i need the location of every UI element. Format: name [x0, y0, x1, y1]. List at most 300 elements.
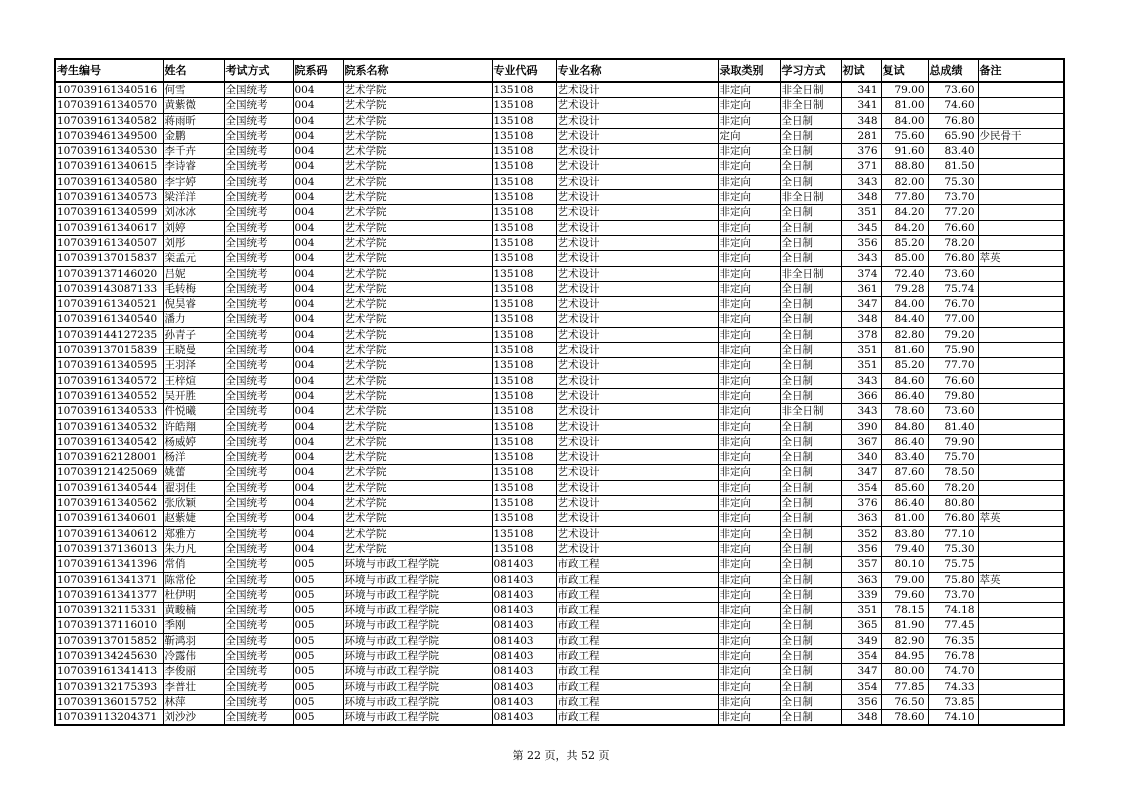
col-major-code-cell: 135108	[492, 297, 556, 312]
col-admission-type-cell: 非定向	[718, 373, 780, 388]
table-row	[55, 664, 1064, 679]
col-major-code-cell: 081403	[492, 664, 556, 679]
table-row	[55, 144, 1064, 159]
col-admission-type-cell: 非定向	[718, 251, 780, 266]
col-total-score-cell: 79.80	[928, 388, 978, 403]
col-remarks-cell: 少民骨干	[978, 128, 1064, 143]
col-admission-type-cell: 非定向	[718, 312, 780, 327]
col-dept-code-cell: 005	[293, 557, 343, 572]
col-remarks-cell	[978, 144, 1064, 159]
col-name-cell: 朱力凡	[163, 541, 224, 556]
col-dept-name-cell: 艺术学院	[343, 404, 492, 419]
col-name-cell: 刘彤	[163, 235, 224, 250]
col-candidate-id-cell: 107039161340617	[55, 220, 163, 235]
col-retest-score-cell: 87.60	[881, 465, 928, 480]
col-dept-code-cell: 004	[293, 281, 343, 296]
col-name-cell: 王羽泽	[163, 358, 224, 373]
col-candidate-id-cell: 107039161340516	[55, 82, 163, 98]
col-name-cell: 翟羽佳	[163, 480, 224, 495]
col-dept-name-cell: 艺术学院	[343, 159, 492, 174]
col-admission-type-cell: 非定向	[718, 710, 780, 726]
col-prelim-score-cell: 366	[841, 388, 881, 403]
table-row	[55, 220, 1064, 235]
col-name-cell: 黄畯楠	[163, 603, 224, 618]
table-row	[55, 159, 1064, 174]
col-prelim-score-cell: 354	[841, 679, 881, 694]
col-retest-score-cell: 77.80	[881, 190, 928, 205]
col-major-name-cell: 艺术设计	[556, 388, 718, 403]
col-remarks-cell	[978, 205, 1064, 220]
col-admission-type-cell: 非定向	[718, 465, 780, 480]
col-major-name-cell: 市政工程	[556, 587, 718, 602]
col-dept-name-cell: 艺术学院	[343, 144, 492, 159]
col-dept-name-cell: 艺术学院	[343, 266, 492, 281]
col-dept-name-cell: 艺术学院	[343, 190, 492, 205]
col-dept-code-cell: 004	[293, 343, 343, 358]
col-prelim-score-cell: 390	[841, 419, 881, 434]
col-study-mode-cell: 全日制	[780, 618, 841, 633]
col-exam-mode-cell: 全国统考	[224, 404, 293, 419]
col-exam-mode-cell: 全国统考	[224, 190, 293, 205]
col-retest-score-cell: 72.40	[881, 266, 928, 281]
col-exam-mode-cell: 全国统考	[224, 557, 293, 572]
col-candidate-id-cell: 107039143087133	[55, 281, 163, 296]
col-major-name-cell: 艺术设计	[556, 373, 718, 388]
col-total-score-cell: 75.70	[928, 450, 978, 465]
col-admission-type-cell: 非定向	[718, 343, 780, 358]
col-exam-mode-cell: 全国统考	[224, 572, 293, 587]
col-total-score-cell: 76.78	[928, 648, 978, 663]
table-row	[55, 511, 1064, 526]
col-dept-code-cell: 004	[293, 190, 343, 205]
table-row	[55, 128, 1064, 143]
col-retest-score-cell: 85.00	[881, 251, 928, 266]
col-prelim-score-cell: 378	[841, 327, 881, 342]
col-admission-type-cell: 非定向	[718, 404, 780, 419]
col-prelim-score-cell: 347	[841, 297, 881, 312]
col-exam-mode-cell: 全国统考	[224, 434, 293, 449]
col-major-code-cell: 135108	[492, 235, 556, 250]
col-admission-type-cell: 非定向	[718, 679, 780, 694]
col-total-score-cell: 79.20	[928, 327, 978, 342]
col-prelim-score-cell: 349	[841, 633, 881, 648]
col-retest-score-cell: 85.60	[881, 480, 928, 495]
col-study-mode-cell: 全日制	[780, 434, 841, 449]
table-row	[55, 281, 1064, 296]
col-dept-name-cell: 艺术学院	[343, 297, 492, 312]
col-major-code-cell: 135108	[492, 434, 556, 449]
col-major-code-cell: 135108	[492, 82, 556, 98]
col-name-cell: 黄紫微	[163, 98, 224, 113]
col-retest-score-cell: 78.60	[881, 404, 928, 419]
col-exam-mode-cell: 全国统考	[224, 480, 293, 495]
col-admission-type-cell: 非定向	[718, 220, 780, 235]
col-retest-score-cell: 84.80	[881, 419, 928, 434]
col-major-name-cell: 艺术设计	[556, 358, 718, 373]
col-remarks-cell	[978, 312, 1064, 327]
table-row	[55, 235, 1064, 250]
col-total-score-cell: 73.70	[928, 587, 978, 602]
col-study-mode-cell: 全日制	[780, 511, 841, 526]
col-retest-score-cell: 81.60	[881, 343, 928, 358]
col-study-mode-cell: 非全日制	[780, 404, 841, 419]
table-row	[55, 480, 1064, 495]
col-name-cell: 郑雅方	[163, 526, 224, 541]
col-remarks-cell	[978, 220, 1064, 235]
col-dept-code-cell: 004	[293, 266, 343, 281]
table-row	[55, 710, 1064, 726]
col-exam-mode-cell: 全国统考	[224, 419, 293, 434]
col-major-name-cell: 艺术设计	[556, 174, 718, 189]
col-name-cell: 赵紫婕	[163, 511, 224, 526]
col-major-code-cell: 135108	[492, 266, 556, 281]
col-admission-type-cell: 非定向	[718, 297, 780, 312]
col-dept-code-cell: 004	[293, 235, 343, 250]
col-exam-mode-cell: 全国统考	[224, 664, 293, 679]
col-major-name-cell: 艺术设计	[556, 281, 718, 296]
col-major-name-cell: 市政工程	[556, 648, 718, 663]
table-row	[55, 373, 1064, 388]
col-remarks-cell	[978, 235, 1064, 250]
col-retest-score-cell: 78.15	[881, 603, 928, 618]
col-major-name-cell: 艺术设计	[556, 235, 718, 250]
table-row	[55, 266, 1064, 281]
col-candidate-id-cell: 107039132115331	[55, 603, 163, 618]
col-remarks-cell	[978, 648, 1064, 663]
col-dept-code-cell: 004	[293, 541, 343, 556]
col-major-code-cell: 135108	[492, 159, 556, 174]
col-major-code-cell: 081403	[492, 679, 556, 694]
table-body	[55, 82, 1064, 725]
col-study-mode-cell: 全日制	[780, 603, 841, 618]
col-candidate-id-cell: 107039161340544	[55, 480, 163, 495]
col-study-mode-cell: 全日制	[780, 557, 841, 572]
col-candidate-id-cell: 107039161340532	[55, 419, 163, 434]
col-prelim-score-cell: 340	[841, 450, 881, 465]
col-remarks-cell: 萃英	[978, 572, 1064, 587]
col-prelim-score-cell: 361	[841, 281, 881, 296]
col-study-mode-cell: 全日制	[780, 526, 841, 541]
col-prelim-score-cell: 376	[841, 496, 881, 511]
col-major-name-cell: 艺术设计	[556, 496, 718, 511]
col-remarks-cell	[978, 358, 1064, 373]
col-study-mode-cell: 全日制	[780, 465, 841, 480]
col-candidate-id-cell: 107039161340599	[55, 205, 163, 220]
col-admission-type-cell: 非定向	[718, 511, 780, 526]
col-prelim-score-cell: 345	[841, 220, 881, 235]
table-row	[55, 587, 1064, 602]
col-major-code-cell: 135108	[492, 327, 556, 342]
col-major-name-cell: 市政工程	[556, 710, 718, 726]
col-dept-code-cell: 004	[293, 373, 343, 388]
col-exam-mode-cell: 全国统考	[224, 297, 293, 312]
col-major-code-cell: 135108	[492, 404, 556, 419]
col-dept-name-cell: 艺术学院	[343, 388, 492, 403]
col-total-score-cell: 75.90	[928, 343, 978, 358]
col-major-name-cell: 艺术设计	[556, 297, 718, 312]
table-row	[55, 633, 1064, 648]
col-prelim-score-cell: 348	[841, 710, 881, 726]
col-remarks-cell	[978, 297, 1064, 312]
col-dept-code-cell: 004	[293, 327, 343, 342]
col-remarks-cell	[978, 557, 1064, 572]
col-retest-score-cell: 80.10	[881, 557, 928, 572]
col-retest-score-cell: 81.00	[881, 98, 928, 113]
col-study-mode-cell: 全日制	[780, 694, 841, 709]
col-candidate-id-cell: 107039161340540	[55, 312, 163, 327]
col-admission-type-cell: 非定向	[718, 587, 780, 602]
col-study-mode-cell: 全日制	[780, 297, 841, 312]
col-candidate-id-cell: 107039161340562	[55, 496, 163, 511]
col-admission-type-cell: 非定向	[718, 557, 780, 572]
col-dept-name-cell: 环境与市政工程学院	[343, 633, 492, 648]
col-dept-code-header: 院系码	[293, 59, 343, 82]
col-major-code-cell: 081403	[492, 572, 556, 587]
table-row	[55, 526, 1064, 541]
col-major-name-cell: 艺术设计	[556, 465, 718, 480]
col-total-score-cell: 74.33	[928, 679, 978, 694]
col-remarks-cell	[978, 541, 1064, 556]
col-name-header: 姓名	[163, 59, 224, 82]
col-prelim-score-cell: 343	[841, 174, 881, 189]
col-exam-mode-cell: 全国统考	[224, 541, 293, 556]
col-major-code-cell: 135108	[492, 144, 556, 159]
col-prelim-score-cell: 343	[841, 404, 881, 419]
col-admission-type-cell: 非定向	[718, 664, 780, 679]
col-exam-mode-cell: 全国统考	[224, 312, 293, 327]
col-exam-mode-cell: 全国统考	[224, 128, 293, 143]
table-row	[55, 388, 1064, 403]
col-major-name-cell: 市政工程	[556, 557, 718, 572]
col-prelim-score-cell: 354	[841, 648, 881, 663]
col-major-code-cell: 135108	[492, 190, 556, 205]
col-candidate-id-cell: 107039121425069	[55, 465, 163, 480]
col-candidate-id-cell: 107039161340533	[55, 404, 163, 419]
col-retest-score-cell: 86.40	[881, 434, 928, 449]
col-retest-score-cell: 79.28	[881, 281, 928, 296]
col-remarks-cell	[978, 82, 1064, 98]
col-major-code-header: 专业代码	[492, 59, 556, 82]
col-dept-code-cell: 004	[293, 82, 343, 98]
col-dept-name-cell: 艺术学院	[343, 496, 492, 511]
col-retest-score-cell: 82.90	[881, 633, 928, 648]
col-total-score-cell: 76.70	[928, 297, 978, 312]
col-name-cell: 李宇婷	[163, 174, 224, 189]
col-name-cell: 刘冰冰	[163, 205, 224, 220]
col-candidate-id-cell: 107039144127235	[55, 327, 163, 342]
table-row	[55, 404, 1064, 419]
col-name-cell: 李俊丽	[163, 664, 224, 679]
col-candidate-id-cell: 107039161341371	[55, 572, 163, 587]
col-major-code-cell: 135108	[492, 388, 556, 403]
col-total-score-cell: 78.50	[928, 465, 978, 480]
col-dept-code-cell: 005	[293, 587, 343, 602]
col-admission-type-cell: 非定向	[718, 450, 780, 465]
col-exam-mode-cell: 全国统考	[224, 373, 293, 388]
col-remarks-cell	[978, 266, 1064, 281]
col-dept-code-cell: 004	[293, 297, 343, 312]
col-name-cell: 姚蕾	[163, 465, 224, 480]
col-major-code-cell: 135108	[492, 98, 556, 113]
col-major-code-cell: 135108	[492, 174, 556, 189]
col-candidate-id-cell: 107039161341396	[55, 557, 163, 572]
col-study-mode-cell: 全日制	[780, 572, 841, 587]
table-row	[55, 557, 1064, 572]
col-dept-name-cell: 艺术学院	[343, 251, 492, 266]
col-candidate-id-cell: 107039161341377	[55, 587, 163, 602]
col-dept-code-cell: 005	[293, 679, 343, 694]
col-candidate-id-cell: 107039161340601	[55, 511, 163, 526]
col-candidate-id-cell: 107039161340552	[55, 388, 163, 403]
col-dept-code-cell: 005	[293, 618, 343, 633]
col-name-cell: 王梓煊	[163, 373, 224, 388]
col-name-cell: 杜伊明	[163, 587, 224, 602]
col-dept-name-cell: 艺术学院	[343, 128, 492, 143]
col-study-mode-cell: 全日制	[780, 496, 841, 511]
col-prelim-score-cell: 347	[841, 465, 881, 480]
table-header-row	[55, 59, 1064, 82]
col-prelim-score-cell: 341	[841, 82, 881, 98]
col-exam-mode-cell: 全国统考	[224, 281, 293, 296]
col-study-mode-cell: 全日制	[780, 664, 841, 679]
table-row	[55, 679, 1064, 694]
col-major-code-cell: 135108	[492, 358, 556, 373]
col-dept-code-cell: 004	[293, 465, 343, 480]
col-exam-mode-cell: 全国统考	[224, 679, 293, 694]
table-row	[55, 82, 1064, 98]
col-name-cell: 何雪	[163, 82, 224, 98]
col-prelim-score-cell: 367	[841, 434, 881, 449]
col-study-mode-cell: 全日制	[780, 450, 841, 465]
col-dept-code-cell: 004	[293, 113, 343, 128]
col-major-code-cell: 081403	[492, 648, 556, 663]
col-study-mode-cell: 全日制	[780, 251, 841, 266]
col-dept-code-cell: 004	[293, 388, 343, 403]
col-study-mode-cell: 全日制	[780, 373, 841, 388]
col-study-mode-cell: 非全日制	[780, 266, 841, 281]
col-retest-score-cell: 85.20	[881, 235, 928, 250]
col-dept-code-cell: 004	[293, 98, 343, 113]
col-study-mode-cell: 全日制	[780, 113, 841, 128]
col-total-score-cell: 65.90	[928, 128, 978, 143]
col-admission-type-cell: 非定向	[718, 159, 780, 174]
col-admission-type-cell: 非定向	[718, 618, 780, 633]
col-total-score-cell: 73.85	[928, 694, 978, 709]
col-retest-score-cell: 81.00	[881, 511, 928, 526]
col-dept-name-cell: 艺术学院	[343, 434, 492, 449]
col-admission-type-cell: 非定向	[718, 281, 780, 296]
col-major-code-cell: 135108	[492, 205, 556, 220]
col-total-score-cell: 75.74	[928, 281, 978, 296]
col-exam-mode-cell: 全国统考	[224, 526, 293, 541]
col-remarks-header: 备注	[978, 59, 1064, 82]
col-major-name-cell: 市政工程	[556, 618, 718, 633]
col-dept-code-cell: 004	[293, 205, 343, 220]
col-retest-score-cell: 80.00	[881, 664, 928, 679]
col-major-code-cell: 135108	[492, 450, 556, 465]
col-total-score-cell: 73.60	[928, 266, 978, 281]
col-dept-code-cell: 005	[293, 648, 343, 663]
col-exam-mode-cell: 全国统考	[224, 511, 293, 526]
col-major-code-cell: 135108	[492, 312, 556, 327]
col-major-code-cell: 135108	[492, 281, 556, 296]
col-retest-score-cell: 83.80	[881, 526, 928, 541]
col-admission-type-cell: 非定向	[718, 205, 780, 220]
col-dept-name-cell: 艺术学院	[343, 358, 492, 373]
col-candidate-id-cell: 107039161340573	[55, 190, 163, 205]
col-major-code-cell: 081403	[492, 694, 556, 709]
col-prelim-score-cell: 357	[841, 557, 881, 572]
col-candidate-id-cell: 107039136015752	[55, 694, 163, 709]
col-major-name-cell: 艺术设计	[556, 404, 718, 419]
col-candidate-id-cell: 107039161340612	[55, 526, 163, 541]
col-name-cell: 刘婷	[163, 220, 224, 235]
col-dept-name-cell: 艺术学院	[343, 450, 492, 465]
col-major-code-cell: 135108	[492, 251, 556, 266]
col-study-mode-cell: 全日制	[780, 587, 841, 602]
col-major-name-cell: 艺术设计	[556, 205, 718, 220]
col-retest-score-cell: 82.80	[881, 327, 928, 342]
col-major-name-cell: 艺术设计	[556, 541, 718, 556]
table-row	[55, 251, 1064, 266]
col-admission-type-cell: 定向	[718, 128, 780, 143]
col-dept-code-cell: 005	[293, 694, 343, 709]
table-row	[55, 572, 1064, 587]
col-dept-code-cell: 004	[293, 511, 343, 526]
col-admission-type-cell: 非定向	[718, 419, 780, 434]
col-prelim-score-cell: 339	[841, 587, 881, 602]
col-remarks-cell	[978, 526, 1064, 541]
col-candidate-id-cell: 107039161340542	[55, 434, 163, 449]
col-candidate-id-cell: 107039161340595	[55, 358, 163, 373]
col-admission-type-cell: 非定向	[718, 235, 780, 250]
col-dept-name-cell: 艺术学院	[343, 113, 492, 128]
col-total-score-cell: 81.50	[928, 159, 978, 174]
col-dept-name-cell: 艺术学院	[343, 373, 492, 388]
col-total-score-cell: 79.90	[928, 434, 978, 449]
col-exam-mode-cell: 全国统考	[224, 603, 293, 618]
col-name-cell: 王晓曼	[163, 343, 224, 358]
col-candidate-id-cell: 107039137015839	[55, 343, 163, 358]
col-prelim-score-cell: 348	[841, 312, 881, 327]
col-study-mode-cell: 全日制	[780, 312, 841, 327]
col-dept-name-cell: 艺术学院	[343, 327, 492, 342]
col-admission-type-cell: 非定向	[718, 572, 780, 587]
col-dept-code-cell: 004	[293, 251, 343, 266]
col-study-mode-cell: 全日制	[780, 480, 841, 495]
col-prelim-score-header: 初试	[841, 59, 881, 82]
col-study-mode-cell: 全日制	[780, 633, 841, 648]
col-dept-name-cell: 环境与市政工程学院	[343, 557, 492, 572]
col-study-mode-cell: 全日制	[780, 235, 841, 250]
col-admission-type-cell: 非定向	[718, 694, 780, 709]
col-candidate-id-cell: 107039161340582	[55, 113, 163, 128]
col-exam-mode-cell: 全国统考	[224, 587, 293, 602]
col-remarks-cell	[978, 343, 1064, 358]
col-retest-score-header: 复试	[881, 59, 928, 82]
col-total-score-cell: 74.60	[928, 98, 978, 113]
col-major-name-cell: 艺术设计	[556, 113, 718, 128]
col-remarks-cell	[978, 679, 1064, 694]
col-major-code-cell: 135108	[492, 343, 556, 358]
col-study-mode-cell: 全日制	[780, 144, 841, 159]
col-dept-name-cell: 艺术学院	[343, 205, 492, 220]
col-candidate-id-cell: 107039137015852	[55, 633, 163, 648]
col-total-score-cell: 75.30	[928, 541, 978, 556]
col-candidate-id-cell: 107039161340521	[55, 297, 163, 312]
col-total-score-header: 总成绩	[928, 59, 978, 82]
col-candidate-id-cell: 107039113204371	[55, 710, 163, 726]
